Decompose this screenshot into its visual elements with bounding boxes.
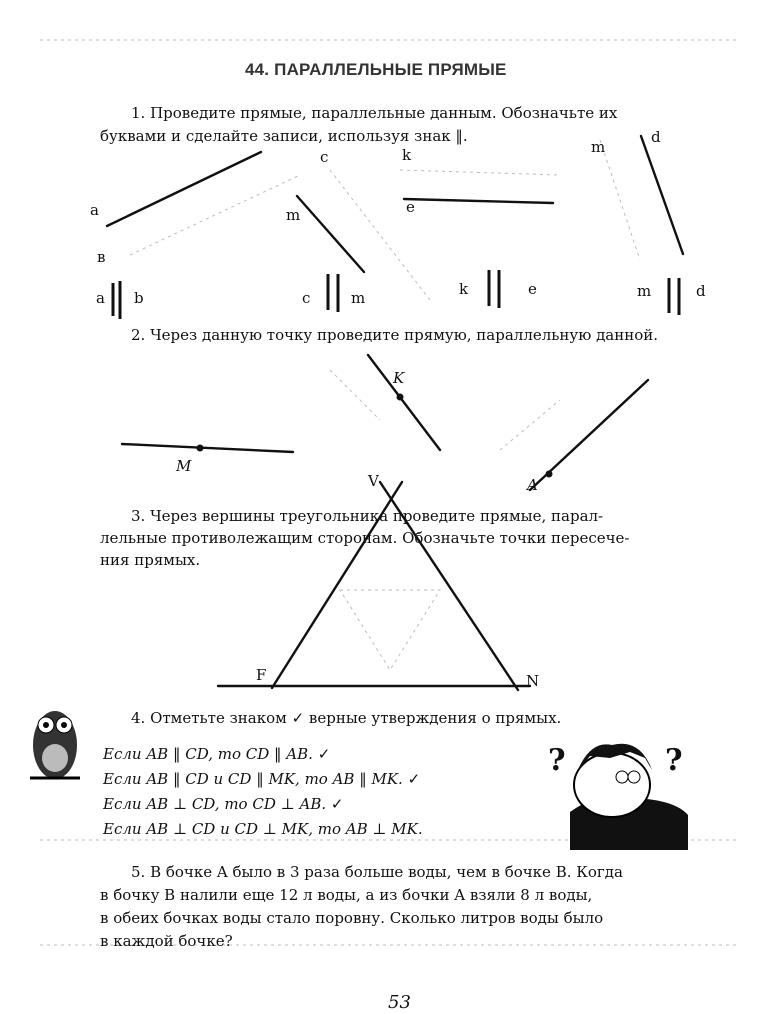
label-f: F bbox=[256, 666, 267, 684]
page-title: 44. ПАРАЛЛЕЛЬНЫЕ ПРЯМЫЕ bbox=[245, 60, 507, 79]
point-m bbox=[197, 445, 204, 452]
task3-text-line2: лельные противолежащим сторонам. Обозначьте точки пересече- bbox=[100, 529, 630, 547]
task3-text-line1: 3. Через вершины треугольника проведите прямые, парал- bbox=[131, 507, 604, 525]
task2-text: 2. Через данную точку проведите прямую, параллельную данной. bbox=[131, 326, 659, 344]
label-v: в bbox=[97, 248, 106, 266]
record1-right: b bbox=[134, 289, 144, 307]
point-k bbox=[397, 394, 404, 401]
statement-4 bbox=[103, 819, 423, 840]
line-through-m bbox=[122, 444, 293, 452]
label-k-point: K bbox=[393, 369, 405, 387]
record2-left: c bbox=[302, 289, 311, 307]
statement-text: Если AB ⊥ CD, то CD ⊥ AB. bbox=[103, 795, 327, 813]
thinking-boy-illustration bbox=[548, 743, 688, 850]
svg-text:?: ? bbox=[548, 743, 566, 778]
statement-1 bbox=[103, 744, 330, 765]
label-n: N bbox=[526, 672, 540, 690]
record3-right: e bbox=[528, 280, 537, 298]
label-v: V bbox=[368, 472, 379, 490]
task1-text-line1: 1. Проведите прямые, параллельные данным. Обозначьте их bbox=[131, 104, 618, 122]
label-d: d bbox=[651, 128, 661, 146]
label-c: c bbox=[320, 148, 329, 166]
check-mark-icon: ✓ bbox=[407, 770, 421, 788]
task5-text-line2: в бочку B налили еще 12 л воды, а из бочки A взяли 8 л воды, bbox=[100, 886, 593, 904]
label-a: a bbox=[90, 201, 99, 219]
svg-text:?: ? bbox=[665, 743, 683, 778]
record1-left: a bbox=[96, 289, 105, 307]
check-mark-icon: ✓ bbox=[317, 745, 331, 763]
label-e: e bbox=[406, 198, 415, 216]
task3-text-line3: ния прямых. bbox=[100, 551, 201, 569]
task4-text: 4. Отметьте знаком ✓ верные утверждения о прямых. bbox=[131, 709, 562, 727]
label-m1: m bbox=[286, 206, 301, 224]
record2-right: m bbox=[351, 289, 366, 307]
statement-3 bbox=[103, 794, 343, 815]
owl-illustration bbox=[30, 711, 80, 779]
task5-text-line1: 5. В бочке A было в 3 раза больше воды, чем в бочке B. Когда bbox=[131, 863, 623, 881]
statement-2 bbox=[103, 769, 420, 790]
page-number: 53 bbox=[388, 992, 411, 1013]
label-m-point: M bbox=[176, 457, 192, 475]
task5-text-line4: в каждой бочке? bbox=[100, 932, 233, 950]
statement-text: Если AB ⊥ CD и CD ⊥ MK, то AB ⊥ MK. bbox=[103, 820, 423, 838]
record3-left: k bbox=[459, 280, 469, 298]
label-a-point: A bbox=[527, 476, 538, 494]
statement-text: Если AB ‖ CD и CD ‖ MK, то AB ‖ MK. bbox=[103, 770, 403, 788]
line-e bbox=[404, 199, 553, 203]
statement-text: Если AB ‖ CD, то CD ‖ AB. bbox=[103, 745, 313, 763]
line-a bbox=[107, 152, 261, 226]
line-d bbox=[641, 136, 683, 254]
task1-text-line2: буквами и сделайте записи, используя знак ‖. bbox=[100, 127, 468, 145]
record4-left: m bbox=[637, 282, 652, 300]
task5-text-line3: в обеих бочках воды стало поровну. Сколько литров воды было bbox=[100, 909, 604, 927]
record4-right: d bbox=[696, 282, 706, 300]
label-m2: m bbox=[591, 138, 606, 156]
check-mark-icon: ✓ bbox=[330, 795, 344, 813]
label-k: k bbox=[402, 146, 412, 164]
point-a bbox=[546, 471, 553, 478]
line-m bbox=[297, 196, 364, 272]
